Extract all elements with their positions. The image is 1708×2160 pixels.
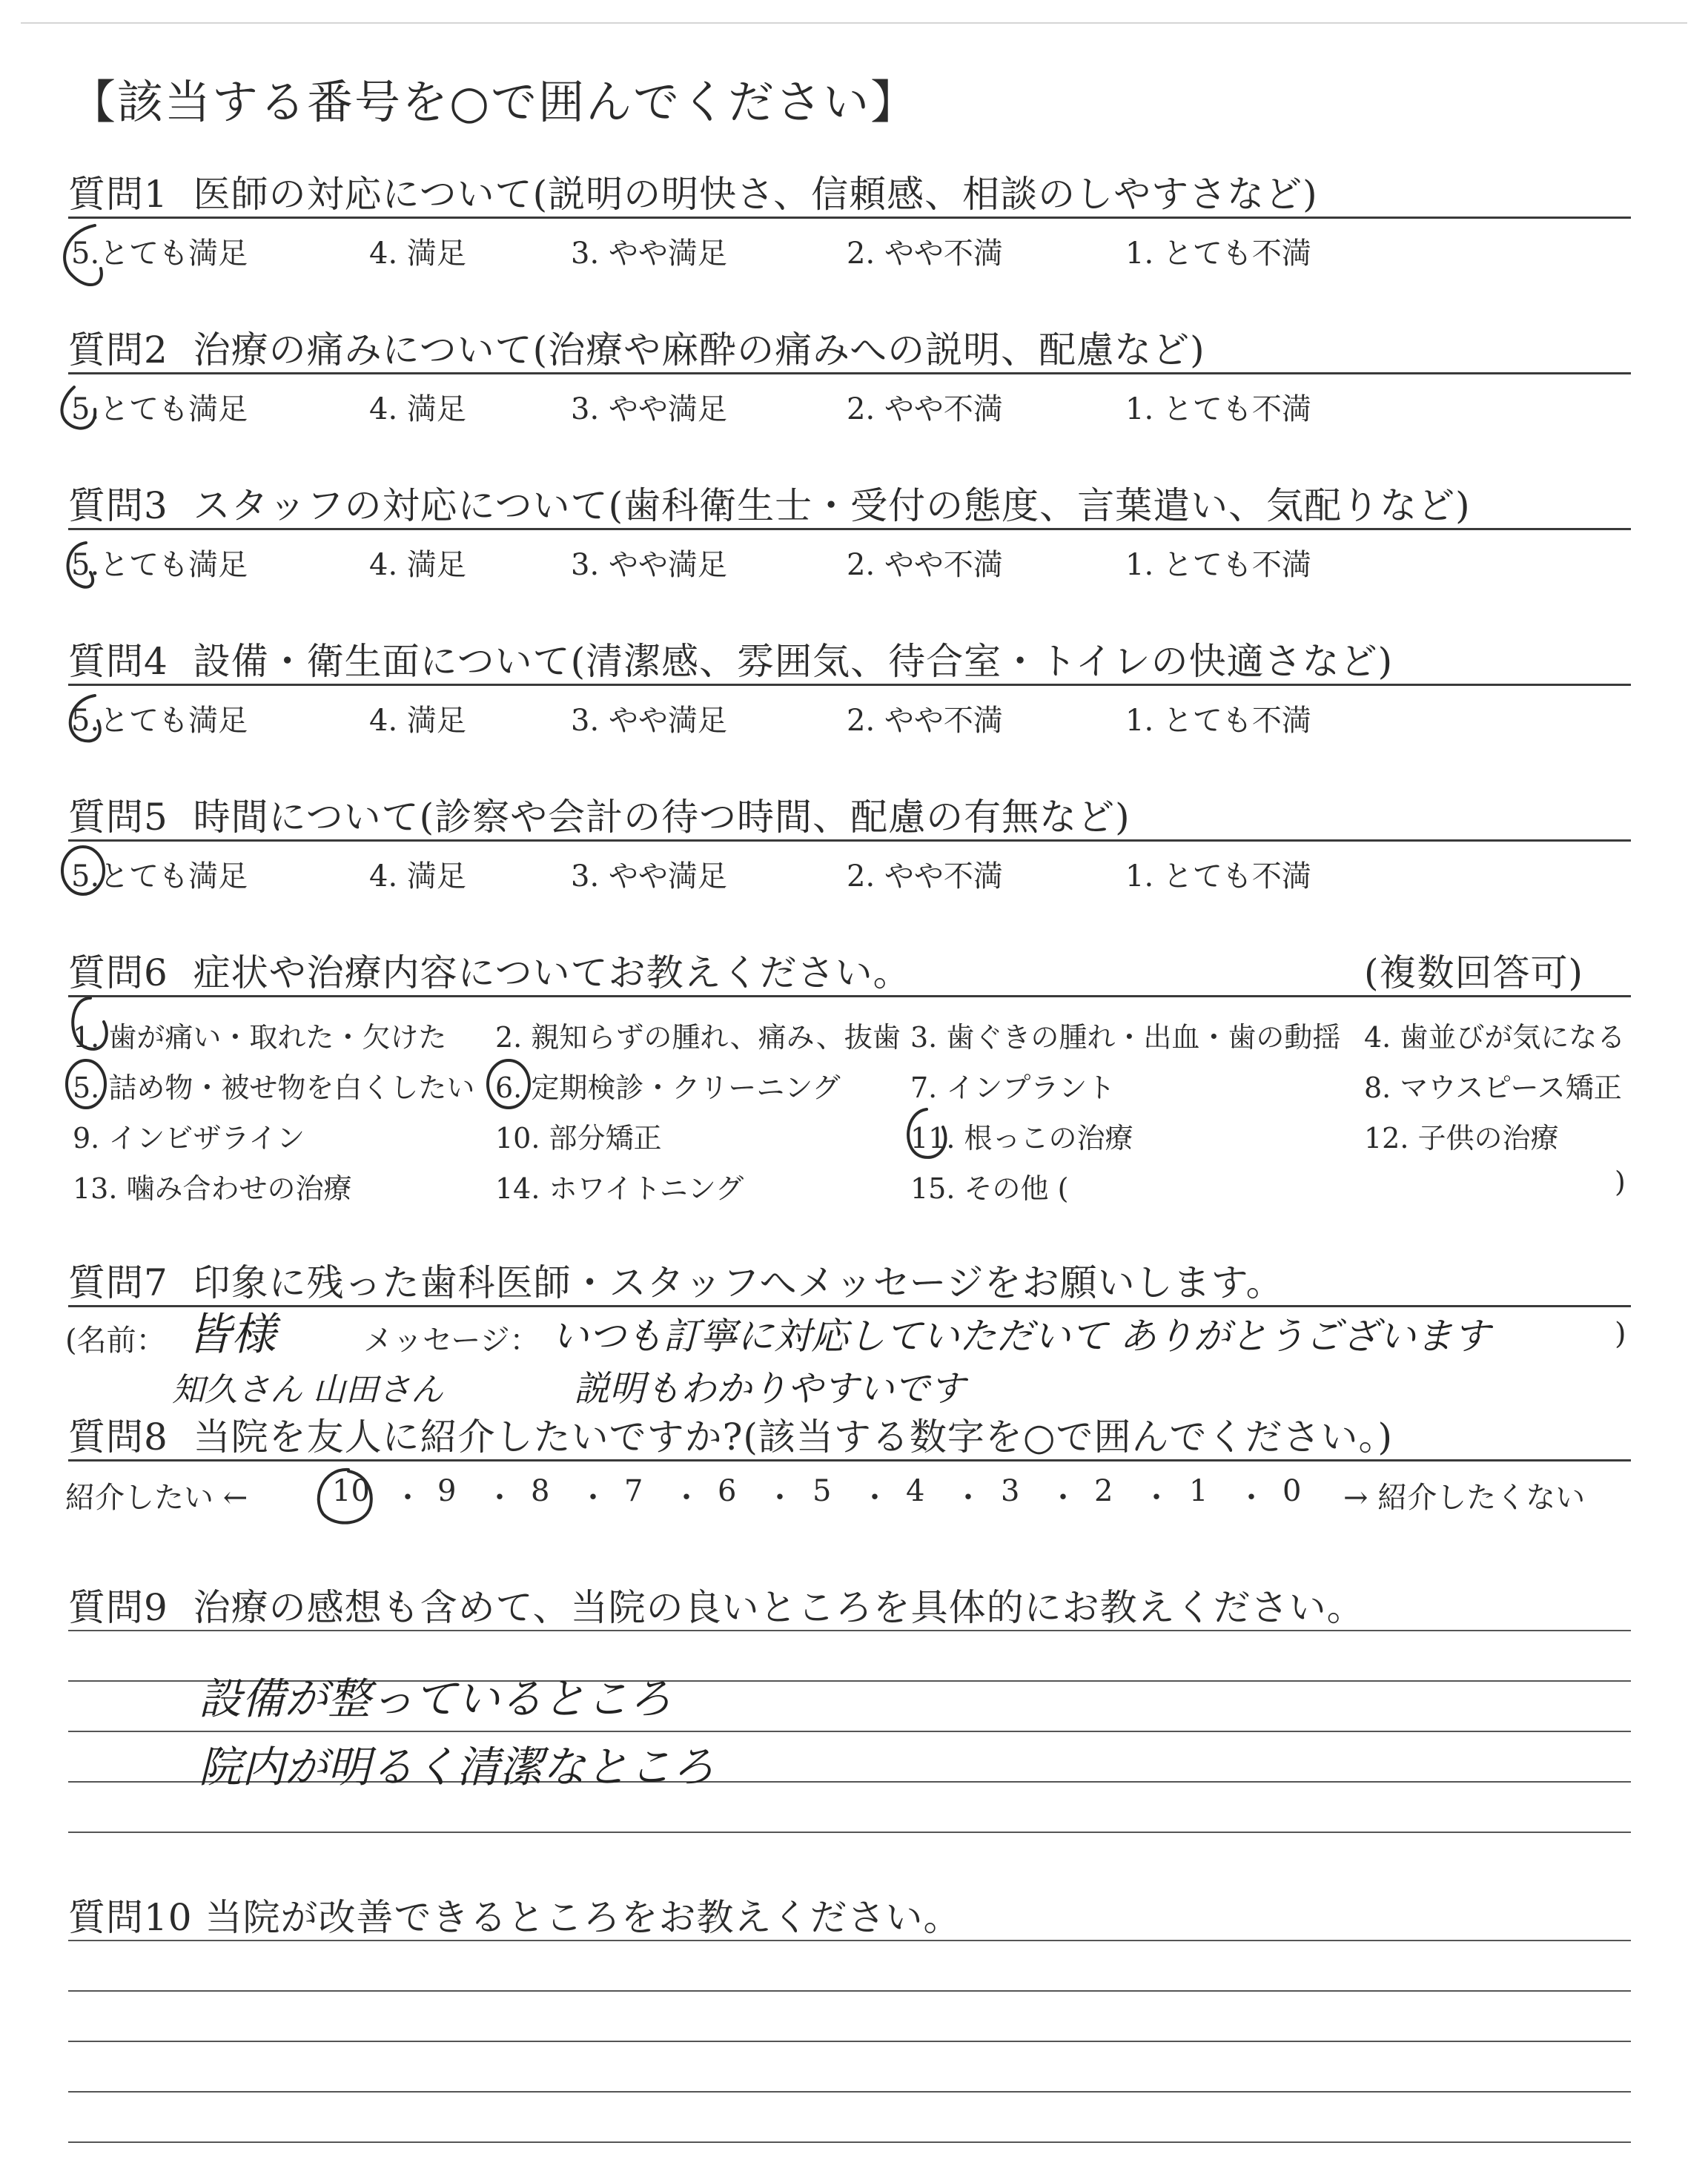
question-label: 質問5 (68, 796, 168, 839)
question-text: 時間について(診察や会計の待つ時間、配慮の有無など) (193, 796, 1131, 839)
rating-option-4[interactable]: 4. 満足 (369, 859, 466, 894)
scale-8[interactable]: 8 (531, 1474, 550, 1508)
treatment-option-11[interactable]: 11. 根っこの治療 (910, 1122, 1133, 1155)
question-10 (68, 1888, 961, 1941)
scale-dot: ・ (578, 1481, 608, 1515)
treatment-option-14[interactable]: 14. ホワイトニング (495, 1172, 744, 1205)
rule (68, 217, 1631, 219)
treatment-option-6[interactable]: 6. 定期検診・クリーニング (495, 1071, 841, 1104)
rating-option-2[interactable]: 2. やや不満 (847, 704, 1003, 738)
rating-option-3[interactable]: 3. やや満足 (571, 859, 727, 894)
handwritten-message: いつも訂寧に対応していただいて ありがとうございます (552, 1315, 1490, 1358)
rating-option-2[interactable]: 2. やや不満 (847, 392, 1003, 426)
rating-option-1[interactable]: 1. とても不満 (1125, 704, 1311, 738)
recommend-right-label: → 紹介したくない (1343, 1481, 1586, 1515)
question-2 (68, 320, 1205, 374)
answer-line (68, 1630, 1631, 1631)
question-label: 質問4 (68, 640, 168, 683)
rating-option-3[interactable]: 3. やや満足 (571, 237, 727, 271)
rule (68, 1459, 1631, 1462)
treatment-option-4[interactable]: 4. 歯並びが気になる (1364, 1021, 1626, 1054)
scale-4[interactable]: 4 (906, 1474, 925, 1508)
scale-dot: ・ (1048, 1481, 1078, 1515)
scale-7[interactable]: 7 (624, 1474, 643, 1508)
answer-line (68, 2041, 1631, 2042)
scale-3[interactable]: 3 (1001, 1474, 1020, 1508)
rating-option-1[interactable]: 1. とても不満 (1125, 548, 1311, 582)
scale-dot: ・ (1237, 1481, 1266, 1515)
rating-option-4[interactable]: 4. 満足 (369, 704, 466, 738)
rating-option-3[interactable]: 3. やや満足 (571, 392, 727, 426)
rating-option-1[interactable]: 1. とても不満 (1125, 237, 1311, 271)
scale-dot: ・ (953, 1481, 983, 1515)
rating-option-3[interactable]: 3. やや満足 (571, 704, 727, 738)
message-label: メッセージ： (363, 1324, 540, 1358)
name-label: (名前： (65, 1324, 166, 1358)
scale-dot: ・ (393, 1481, 423, 1515)
answer-line (68, 2091, 1631, 2093)
question-label: 質問1 (68, 173, 168, 216)
rating-option-4[interactable]: 4. 満足 (369, 548, 466, 582)
rule (68, 995, 1631, 997)
message-close-paren: ) (1615, 1317, 1626, 1351)
question-9 (68, 1578, 1365, 1631)
scale-9[interactable]: 9 (437, 1474, 457, 1508)
rating-option-5[interactable]: 5.とても満足 (71, 548, 248, 582)
rating-option-2[interactable]: 2. やや不満 (847, 859, 1003, 894)
question-text: 当院を友人に紹介したいですか?(該当する数字を○で囲んでください。) (193, 1416, 1394, 1459)
answer-line (68, 2141, 1631, 2143)
scale-dot: ・ (485, 1481, 514, 1515)
scale-2[interactable]: 2 (1094, 1474, 1113, 1508)
treatment-option-7[interactable]: 7. インプラント (910, 1071, 1116, 1104)
question-label: 質問7 (68, 1261, 168, 1304)
question-4 (68, 632, 1393, 685)
scale-0[interactable]: 0 (1282, 1474, 1302, 1508)
question-text: 印象に残った歯科医師・スタッフへメッセージをお願いします。 (193, 1261, 1284, 1304)
question-5 (68, 787, 1131, 841)
rating-option-5[interactable]: 5.とても満足 (71, 704, 248, 738)
other-close-paren: ) (1615, 1166, 1626, 1198)
rating-option-5[interactable]: 5.とても満足 (71, 859, 248, 894)
question-text: 医師の対応について(説明の明快さ、信頼感、相談のしやすさなど) (193, 173, 1318, 216)
question-text: 設備・衛生面について(清潔感、雰囲気、待合室・トイレの快適さなど) (193, 640, 1394, 683)
question-1 (68, 165, 1318, 218)
treatment-option-1[interactable]: 1. 歯が痛い・取れた・欠けた (73, 1021, 447, 1054)
question-text: 症状や治療内容についてお教えください。 (193, 951, 911, 994)
question-3 (68, 476, 1471, 529)
treatment-option-13[interactable]: 13. 噛み合わせの治療 (73, 1172, 352, 1205)
rating-option-2[interactable]: 2. やや不満 (847, 237, 1003, 271)
scale-dot: ・ (1142, 1481, 1171, 1515)
question-label: 質問2 (68, 328, 168, 371)
treatment-option-15[interactable]: 15. その他 ( (910, 1172, 1069, 1205)
rating-option-5[interactable]: 5.とても満足 (71, 392, 248, 426)
question-text: 当院が改善できるところをお教えください。 (205, 1896, 961, 1939)
rating-option-4[interactable]: 4. 満足 (369, 237, 466, 271)
treatment-option-5[interactable]: 5. 詰め物・被せ物を白くしたい (73, 1071, 475, 1104)
question-label: 質問9 (68, 1586, 168, 1629)
handwritten-message-2: 説明もわかりやすいです (574, 1368, 966, 1410)
rating-option-5[interactable]: 5.とても満足 (71, 237, 248, 271)
scale-dot: ・ (765, 1481, 795, 1515)
scale-1[interactable]: 1 (1189, 1474, 1208, 1508)
question-6 (68, 943, 911, 997)
scale-6[interactable]: 6 (718, 1474, 737, 1508)
question-text: スタッフの対応について(歯科衛生士・受付の態度、言葉遣い、気配りなど) (193, 484, 1471, 527)
scale-10[interactable]: 10 (332, 1474, 370, 1508)
question-label: 質問8 (68, 1416, 168, 1459)
rule (68, 528, 1631, 530)
handwritten-answer-1: 設備が整っているところ (199, 1674, 672, 1724)
question-label: 質問10 (68, 1896, 193, 1939)
rating-option-4[interactable]: 4. 満足 (369, 392, 466, 426)
scale-5[interactable]: 5 (812, 1474, 832, 1508)
treatment-option-12[interactable]: 12. 子供の治療 (1364, 1122, 1559, 1155)
question-text: 治療の感想も含めて、当院の良いところを具体的にお教えください。 (193, 1586, 1365, 1629)
treatment-option-3[interactable]: 3. 歯ぐきの腫れ・出血・歯の動揺 (910, 1021, 1341, 1054)
rating-option-1[interactable]: 1. とても不満 (1125, 859, 1311, 894)
handwritten-answer-2: 院内が明るく清潔なところ (199, 1742, 715, 1792)
multiple-answer-note: (複数回答可) (1364, 951, 1584, 994)
rating-option-3[interactable]: 3. やや満足 (571, 548, 727, 582)
rating-option-1[interactable]: 1. とても不満 (1125, 392, 1311, 426)
answer-line (68, 1940, 1631, 1941)
treatment-option-9[interactable]: 9. インビザライン (73, 1122, 305, 1155)
handwritten-name: 皆様 (187, 1309, 276, 1361)
question-label: 質問6 (68, 951, 168, 994)
handwritten-name-2: 知久さん 山田さん (172, 1371, 443, 1409)
answer-line (68, 1990, 1631, 1992)
rule (68, 684, 1631, 686)
answer-line (68, 1832, 1631, 1833)
question-text: 治療の痛みについて(治療や麻酔の痛みへの説明、配慮など) (193, 328, 1205, 371)
question-8 (68, 1407, 1393, 1461)
treatment-option-10[interactable]: 10. 部分矯正 (495, 1122, 662, 1155)
question-label: 質問3 (68, 484, 168, 527)
top-border (21, 22, 1687, 24)
treatment-option-8[interactable]: 8. マウスピース矯正 (1364, 1071, 1622, 1104)
rule (68, 372, 1631, 374)
rule (68, 839, 1631, 842)
scale-dot: ・ (672, 1481, 701, 1515)
recommend-left-label: 紹介したい ← (65, 1481, 248, 1515)
scale-dot: ・ (860, 1481, 890, 1515)
page-title: 【該当する番号を○で囲んでください】 (70, 75, 918, 129)
rating-option-2[interactable]: 2. やや不満 (847, 548, 1003, 582)
treatment-option-2[interactable]: 2. 親知らずの腫れ、痛み、抜歯 (495, 1021, 901, 1054)
